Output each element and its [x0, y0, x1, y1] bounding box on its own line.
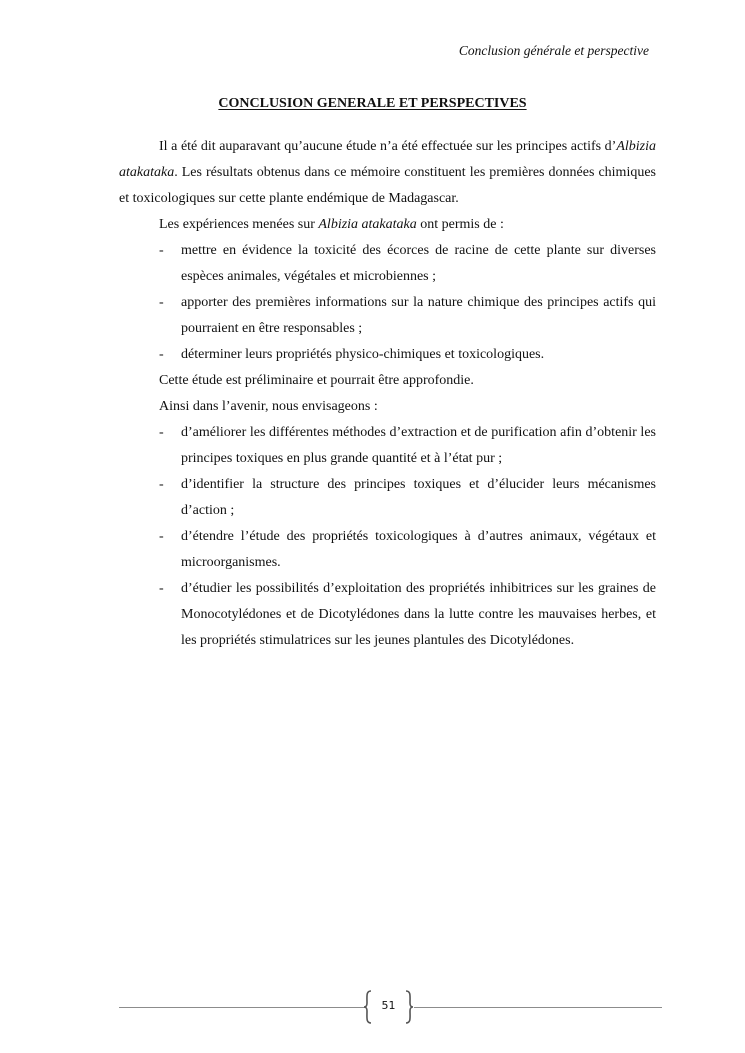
page-number: 51: [381, 999, 396, 1012]
list-item-text: d’identifier la structure des principes toxiques et d’élucider leurs mécanismes d’action ;: [181, 477, 656, 518]
bullet-dash: -: [159, 243, 164, 258]
list-item: [119, 576, 656, 654]
list-item: [119, 342, 656, 368]
list-item-text: mettre en évidence la toxicité des écorces de racine de cette plante sur diverses espèces animales, végétales et microbiennes ;: [181, 243, 656, 284]
perspectives-list: [119, 420, 656, 654]
list-item-text: d’améliorer les différentes méthodes d’extraction et de purification afin d’obtenir les principes toxiques en plus grande quantité et à l’état pur ;: [181, 425, 656, 466]
footer-rule-left: [119, 1007, 365, 1008]
list-item-text: déterminer leurs propriétés physico-chimiques et toxicologiques.: [181, 347, 545, 362]
experiments-intro: [119, 212, 656, 238]
bullet-dash: -: [159, 581, 164, 596]
species-name: Albizia atakataka: [318, 217, 417, 232]
page-title: [0, 96, 745, 112]
list-item-text: apporter des premières informations sur la nature chimique des principes actifs qui pourraient en être responsables ;: [181, 295, 656, 336]
experiments-text-end: ont permis de :: [416, 217, 504, 232]
list-item: [119, 524, 656, 576]
bullet-dash: -: [159, 425, 164, 440]
running-header: Conclusion générale et perspective: [458, 43, 649, 58]
list-item: [119, 420, 656, 472]
list-item: [119, 472, 656, 524]
list-item: [119, 290, 656, 342]
document-body: [119, 134, 656, 654]
footer-rule-right: [414, 1007, 662, 1008]
list-item: [119, 238, 656, 290]
bullet-dash: -: [159, 347, 164, 362]
bullet-dash: -: [159, 529, 164, 544]
intro-text-start: Il a été dit auparavant qu’aucune étude n’a été effectuée sur les principes actifs d’: [159, 139, 617, 154]
left-brace-icon: [363, 990, 372, 1024]
preliminary-statement: Cette étude est préliminaire et pourrait être approfondie.: [159, 373, 474, 388]
list-item-text: d’étudier les possibilités d’exploitation des propriétés inhibitrices sur les graines de Monocotylédones et de Dicotylédones dans la lutte contre les mauvaises herbes, et les propriétés stimulatrices sur les jeunes plantules des Dicotylédones.: [181, 581, 656, 648]
species-name: Albizia atakataka: [119, 139, 656, 180]
bullet-dash: -: [159, 477, 164, 492]
intro-text-end: . Les résultats obtenus dans ce mémoire constituent les premières données chimiques et toxicologiques sur cette plante endémique de Madagascar.: [119, 165, 656, 206]
list-item-text: d’étendre l’étude des propriétés toxicologiques à d’autres animaux, végétaux et microorganismes.: [181, 529, 656, 570]
future-intro: Ainsi dans l’avenir, nous envisageons :: [159, 399, 378, 414]
intro-paragraph: [119, 134, 656, 212]
right-brace-icon: [405, 990, 414, 1024]
experiments-text-start: Les expériences menées sur: [159, 217, 319, 232]
results-list: [119, 238, 656, 368]
page-title-text: CONCLUSION GENERALE ET PERSPECTIVES: [218, 96, 527, 111]
bullet-dash: -: [159, 295, 164, 310]
